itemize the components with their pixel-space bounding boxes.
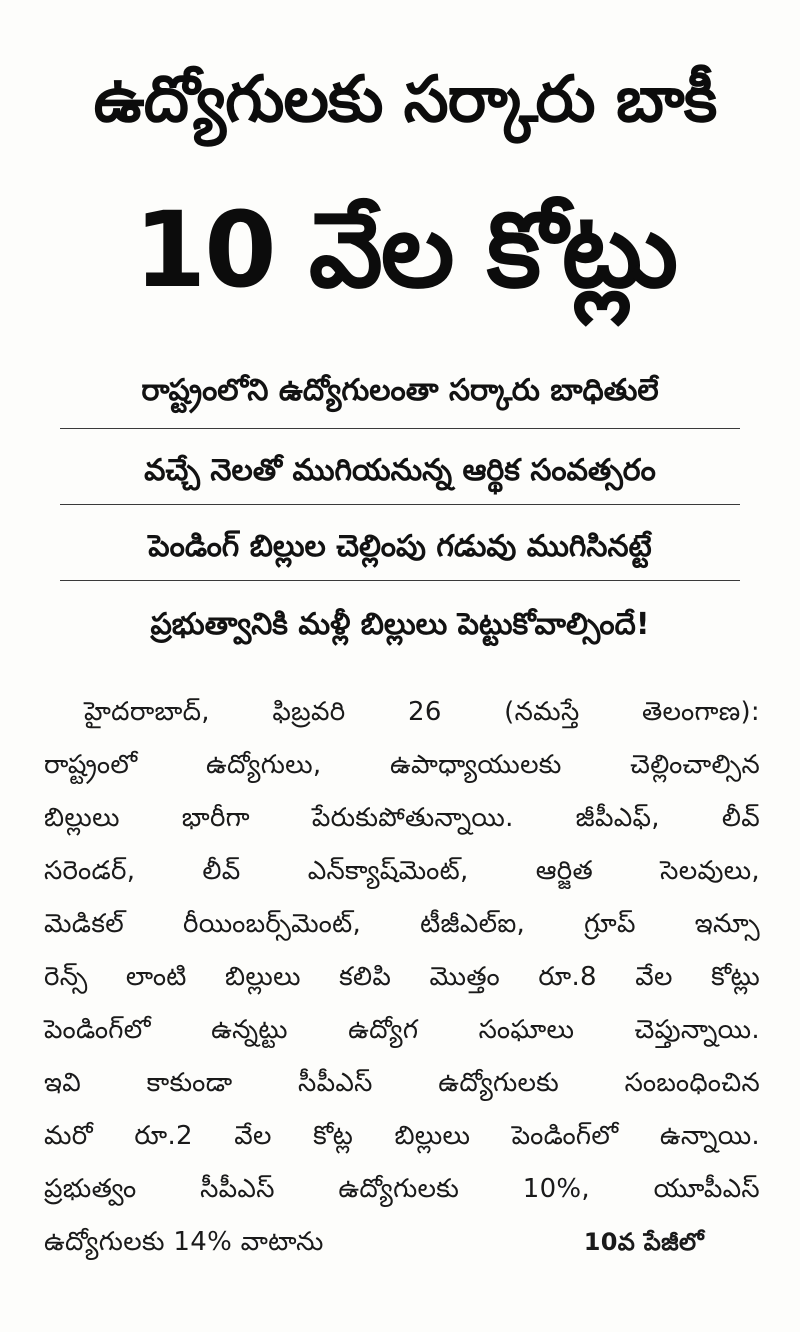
subheading-2: వచ్చే నెలతో ముగియనున్న ఆర్థిక సంవత్సరం (144, 453, 656, 488)
article-body (44, 686, 760, 1269)
body-line: ఇవి కాకుండా సీపీఎస్ ఉద్యోగులకు సంబంధించిన (44, 1068, 760, 1098)
subheading-1: రాష్ట్రంలోని ఉద్యోగులంతా సర్కారు బాధితులే (141, 373, 659, 408)
headline-line-2: 10 వేల కోట్లు (133, 189, 677, 311)
subheading-divider (60, 428, 740, 429)
headline-line-1: ఉద్యోగులకు సర్కారు బాకీ (93, 63, 717, 137)
body-line: రాష్ట్రంలో ఉద్యోగులు, ఉపాధ్యాయులకు చెల్లించాల్సిన (44, 750, 760, 780)
body-line-last (44, 1216, 760, 1269)
subheading-3: పెండింగ్ బిల్లుల చెల్లింపు గడువు ముగిసినట్టే (148, 529, 652, 564)
body-line: మరో రూ.2 వేల కోట్ల బిల్లులు పెండింగ్‌లో ఉన్నాయి. (44, 1121, 760, 1151)
body-line: సరెండర్, లీవ్ ఎన్‌క్యాష్‌మెంట్, ఆర్జిత సెలవులు, (44, 856, 760, 886)
body-line: ప్రభుత్వం సీపీఎస్ ఉద్యోగులకు 10%, యూపీఎస్ (44, 1174, 760, 1204)
body-line-text: ఉద్యోగులకు 14% వాటాను (44, 1227, 324, 1257)
body-line: బిల్లులు భారీగా పేరుకుపోతున్నాయి. జీపీఎఫ్, లీవ్ (44, 803, 760, 833)
subheading-4: ప్రభుత్వానికి మళ్లీ బిల్లులు పెట్టుకోవాల్సిందే! (150, 607, 650, 642)
body-line: హైదరాబాద్, ఫిబ్రవరి 26 (నమస్తే తెలంగాణ): (84, 697, 760, 727)
subheading-divider (60, 504, 740, 505)
continued-on-page: 10వ పేజీలో (583, 1228, 704, 1256)
body-line: పెండింగ్‌లో ఉన్నట్టు ఉద్యోగ సంఘాలు చెప్తున్నాయి. (44, 1015, 760, 1045)
subheading-divider (60, 580, 740, 581)
body-line: మెడికల్ రీయింబర్స్‌మెంట్, టీజీఎల్‌ఐ, గ్రూప్ ఇన్సూ (44, 909, 760, 939)
body-line: రెన్స్ లాంటి బిల్లులు కలిపి మొత్తం రూ.8 వేల కోట్లు (44, 962, 760, 992)
